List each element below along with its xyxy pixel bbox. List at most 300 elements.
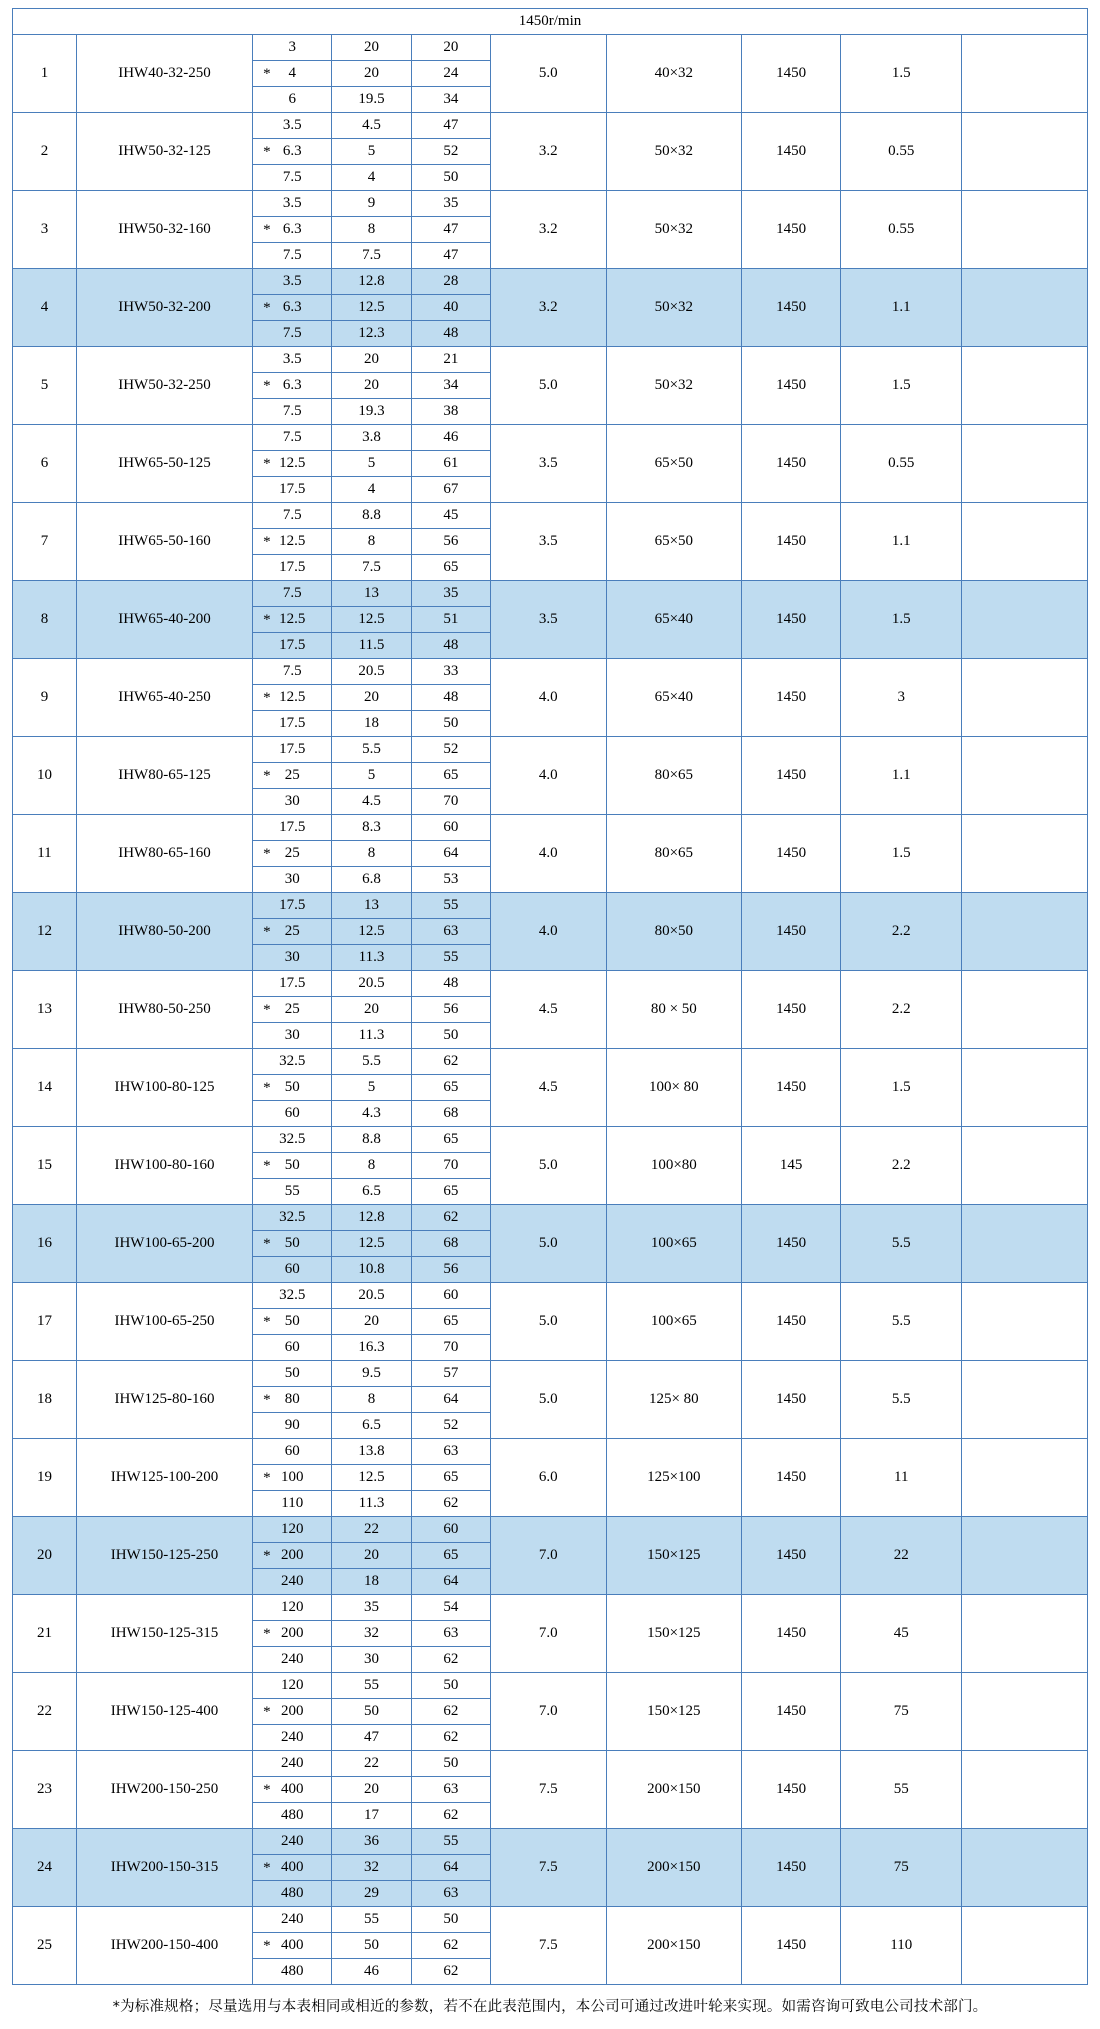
- row-index: 2: [13, 113, 77, 191]
- head-value: 13: [332, 581, 411, 607]
- flow-value: [253, 607, 332, 633]
- flow-value: [253, 1075, 332, 1101]
- pump-model: IHW200-150-250: [76, 1751, 252, 1829]
- flow-text: 17.5: [279, 740, 306, 757]
- efficiency-value: 62: [411, 1959, 490, 1985]
- efficiency-value: 60: [411, 1517, 490, 1543]
- remark-cell: [962, 581, 1088, 659]
- remark-cell: [962, 1673, 1088, 1751]
- flow-text: 17.5: [279, 974, 306, 991]
- speed-value: 1450: [742, 815, 841, 893]
- efficiency-value: 35: [411, 191, 490, 217]
- flow-text: 7.5: [282, 402, 302, 419]
- npsh-value: 4.5: [490, 971, 606, 1049]
- head-value: 8.3: [332, 815, 411, 841]
- port-size-value: 65×50: [606, 503, 741, 581]
- flow-value: [253, 1595, 332, 1621]
- flow-value: [253, 659, 332, 685]
- flow-text: 17.5: [279, 636, 306, 653]
- flow-text: 55: [284, 1182, 300, 1199]
- port-size-value: 65×50: [606, 425, 741, 503]
- motor-power-value: 1.5: [841, 815, 962, 893]
- npsh-value: 5.0: [490, 1127, 606, 1205]
- npsh-value: 3.2: [490, 269, 606, 347]
- efficiency-value: 21: [411, 347, 490, 373]
- flow-value: [253, 633, 332, 659]
- footnote-text: *为标准规格；尽量选用与本表相同或相近的参数，若不在此表范围内，本公司可通过改进叶轮来实现。如需咨询可致电公司技术部门。: [112, 1999, 988, 2015]
- efficiency-value: 63: [411, 1439, 490, 1465]
- flow-value: [253, 425, 332, 451]
- table-row: [13, 1361, 1088, 1387]
- efficiency-value: 64: [411, 1387, 490, 1413]
- flow-value: [253, 1413, 332, 1439]
- speed-value: 1450: [742, 347, 841, 425]
- row-index: 23: [13, 1751, 77, 1829]
- head-value: 19.5: [332, 87, 411, 113]
- flow-value: [253, 1153, 332, 1179]
- flow-text: 50: [284, 1364, 300, 1381]
- flow-value: [253, 867, 332, 893]
- flow-value: [253, 971, 332, 997]
- head-value: 12.5: [332, 295, 411, 321]
- table-row: [13, 1673, 1088, 1699]
- npsh-value: 7.0: [490, 1595, 606, 1673]
- efficiency-value: 35: [411, 581, 490, 607]
- head-value: 10.8: [332, 1257, 411, 1283]
- speed-value: 1450: [742, 35, 841, 113]
- npsh-value: 5.0: [490, 1361, 606, 1439]
- efficiency-value: 47: [411, 113, 490, 139]
- table-row: [13, 893, 1088, 919]
- flow-text: 17.5: [279, 558, 306, 575]
- efficiency-value: 50: [411, 165, 490, 191]
- speed-value: 1450: [742, 659, 841, 737]
- flow-text: 32.5: [279, 1286, 306, 1303]
- head-value: 4.5: [332, 789, 411, 815]
- npsh-value: 5.0: [490, 35, 606, 113]
- motor-power-value: 110: [841, 1907, 962, 1985]
- head-value: 5.5: [332, 737, 411, 763]
- row-index: 6: [13, 425, 77, 503]
- flow-text: 3: [288, 38, 296, 55]
- remark-cell: [962, 425, 1088, 503]
- row-index: 20: [13, 1517, 77, 1595]
- efficiency-value: 50: [411, 1673, 490, 1699]
- efficiency-value: 48: [411, 321, 490, 347]
- flow-value: [253, 737, 332, 763]
- flow-value: [253, 1049, 332, 1075]
- flow-text: 110: [281, 1494, 304, 1511]
- flow-text: 7.5: [282, 246, 302, 263]
- flow-text: 60: [284, 1338, 300, 1355]
- row-index: 24: [13, 1829, 77, 1907]
- remark-cell: [962, 1283, 1088, 1361]
- row-index: 9: [13, 659, 77, 737]
- head-value: 5: [332, 139, 411, 165]
- motor-power-value: 3: [841, 659, 962, 737]
- port-size-value: 50×32: [606, 347, 741, 425]
- flow-text: 50: [284, 1234, 300, 1251]
- remark-cell: [962, 1751, 1088, 1829]
- speed-value: 1450: [742, 1205, 841, 1283]
- flow-value: [253, 945, 332, 971]
- row-index: 11: [13, 815, 77, 893]
- npsh-value: 4.0: [490, 893, 606, 971]
- row-index: 16: [13, 1205, 77, 1283]
- flow-value: [253, 321, 332, 347]
- pump-model: IHW100-65-200: [76, 1205, 252, 1283]
- efficiency-value: 55: [411, 893, 490, 919]
- flow-value: [253, 1283, 332, 1309]
- flow-value: [253, 1101, 332, 1127]
- flow-text: 60: [284, 1442, 300, 1459]
- flow-text: 120: [280, 1676, 304, 1693]
- head-value: 12.5: [332, 1231, 411, 1257]
- efficiency-value: 33: [411, 659, 490, 685]
- row-index: 4: [13, 269, 77, 347]
- table-header-row: [13, 9, 1088, 35]
- head-value: 11.3: [332, 1023, 411, 1049]
- motor-power-value: 45: [841, 1595, 962, 1673]
- flow-text: 240: [280, 1728, 304, 1745]
- flow-text: 32.5: [279, 1130, 306, 1147]
- row-index: 13: [13, 971, 77, 1049]
- standard-spec-star: *: [263, 1547, 271, 1564]
- npsh-value: 7.0: [490, 1673, 606, 1751]
- port-size-value: 150×125: [606, 1595, 741, 1673]
- motor-power-value: 1.1: [841, 269, 962, 347]
- head-value: 6.5: [332, 1179, 411, 1205]
- head-value: 20: [332, 997, 411, 1023]
- flow-value: [253, 243, 332, 269]
- standard-spec-star: *: [263, 1157, 271, 1174]
- remark-cell: [962, 971, 1088, 1049]
- npsh-value: 5.0: [490, 1283, 606, 1361]
- pump-model: IHW80-65-125: [76, 737, 252, 815]
- npsh-value: 7.5: [490, 1829, 606, 1907]
- head-value: 30: [332, 1647, 411, 1673]
- flow-text: 240: [280, 1910, 304, 1927]
- speed-value: 1450: [742, 269, 841, 347]
- flow-text: 400: [280, 1936, 304, 1953]
- head-value: 36: [332, 1829, 411, 1855]
- head-value: 20: [332, 685, 411, 711]
- head-value: 8: [332, 841, 411, 867]
- flow-text: 4: [288, 64, 296, 81]
- pump-model: IHW50-32-125: [76, 113, 252, 191]
- motor-power-value: 22: [841, 1517, 962, 1595]
- standard-spec-star: *: [263, 611, 271, 628]
- efficiency-value: 65: [411, 1179, 490, 1205]
- remark-cell: [962, 113, 1088, 191]
- remark-cell: [962, 269, 1088, 347]
- efficiency-value: 28: [411, 269, 490, 295]
- remark-cell: [962, 1517, 1088, 1595]
- head-value: 20: [332, 347, 411, 373]
- flow-value: [253, 1959, 332, 1985]
- motor-power-value: 1.5: [841, 347, 962, 425]
- head-value: 18: [332, 1569, 411, 1595]
- head-value: 7.5: [332, 243, 411, 269]
- flow-text: 7.5: [282, 428, 302, 445]
- head-value: 19.3: [332, 399, 411, 425]
- efficiency-value: 65: [411, 555, 490, 581]
- head-value: 12.5: [332, 1465, 411, 1491]
- flow-value: [253, 477, 332, 503]
- standard-spec-star: *: [263, 1469, 271, 1486]
- head-value: 20: [332, 373, 411, 399]
- flow-value: [253, 1257, 332, 1283]
- speed-value: 1450: [742, 1595, 841, 1673]
- row-index: 19: [13, 1439, 77, 1517]
- table-row: [13, 191, 1088, 217]
- remark-cell: [962, 659, 1088, 737]
- table-row: [13, 1283, 1088, 1309]
- port-size-value: 150×125: [606, 1517, 741, 1595]
- port-size-value: 80×65: [606, 815, 741, 893]
- flow-text: 90: [284, 1416, 300, 1433]
- efficiency-value: 62: [411, 1049, 490, 1075]
- flow-text: 50: [284, 1156, 300, 1173]
- flow-text: 30: [284, 1026, 300, 1043]
- flow-value: [253, 1335, 332, 1361]
- flow-value: [253, 399, 332, 425]
- flow-text: 25: [284, 922, 300, 939]
- pump-model: IHW150-125-315: [76, 1595, 252, 1673]
- flow-text: 25: [284, 1000, 300, 1017]
- head-value: 50: [332, 1699, 411, 1725]
- table-row: [13, 1127, 1088, 1153]
- port-size-value: 200×150: [606, 1829, 741, 1907]
- pump-model: IHW150-125-400: [76, 1673, 252, 1751]
- efficiency-value: 56: [411, 997, 490, 1023]
- flow-value: [253, 1647, 332, 1673]
- npsh-value: 7.5: [490, 1751, 606, 1829]
- flow-value: [253, 1725, 332, 1751]
- remark-cell: [962, 1361, 1088, 1439]
- head-value: 50: [332, 1933, 411, 1959]
- pump-model: IHW100-80-160: [76, 1127, 252, 1205]
- remark-cell: [962, 1595, 1088, 1673]
- speed-value: 1450: [742, 113, 841, 191]
- pump-specification-table: [12, 8, 1088, 1985]
- speed-value: 1450: [742, 737, 841, 815]
- standard-spec-star: *: [263, 377, 271, 394]
- standard-spec-star: *: [263, 1937, 271, 1954]
- flow-text: 6.3: [282, 298, 302, 315]
- remark-cell: [962, 347, 1088, 425]
- row-index: 15: [13, 1127, 77, 1205]
- flow-value: [253, 1673, 332, 1699]
- flow-value: [253, 529, 332, 555]
- efficiency-value: 70: [411, 1153, 490, 1179]
- head-value: 9: [332, 191, 411, 217]
- speed-value: 1450: [742, 503, 841, 581]
- flow-text: 240: [280, 1754, 304, 1771]
- flow-value: [253, 555, 332, 581]
- flow-text: 17.5: [279, 714, 306, 731]
- port-size-value: 200×150: [606, 1751, 741, 1829]
- flow-text: 50: [284, 1312, 300, 1329]
- efficiency-value: 62: [411, 1491, 490, 1517]
- head-value: 29: [332, 1881, 411, 1907]
- remark-cell: [962, 1049, 1088, 1127]
- pump-model: IHW125-100-200: [76, 1439, 252, 1517]
- efficiency-value: 56: [411, 529, 490, 555]
- port-size-value: 65×40: [606, 581, 741, 659]
- flow-text: 30: [284, 792, 300, 809]
- efficiency-value: 50: [411, 1751, 490, 1777]
- head-value: 22: [332, 1517, 411, 1543]
- head-value: 12.8: [332, 1205, 411, 1231]
- flow-value: [253, 217, 332, 243]
- remark-cell: [962, 1907, 1088, 1985]
- speed-value: 1450: [742, 1751, 841, 1829]
- pump-model: IHW65-40-200: [76, 581, 252, 659]
- head-value: 4: [332, 165, 411, 191]
- head-value: 3.8: [332, 425, 411, 451]
- head-value: 12.5: [332, 607, 411, 633]
- flow-text: 480: [280, 1962, 304, 1979]
- flow-value: [253, 919, 332, 945]
- efficiency-value: 45: [411, 503, 490, 529]
- flow-value: [253, 347, 332, 373]
- efficiency-value: 65: [411, 1075, 490, 1101]
- motor-power-value: 55: [841, 1751, 962, 1829]
- flow-value: [253, 139, 332, 165]
- head-value: 8: [332, 529, 411, 555]
- port-size-value: 65×40: [606, 659, 741, 737]
- port-size-value: 125× 80: [606, 1361, 741, 1439]
- table-row: [13, 269, 1088, 295]
- row-index: 1: [13, 35, 77, 113]
- efficiency-value: 47: [411, 243, 490, 269]
- npsh-value: 3.5: [490, 581, 606, 659]
- efficiency-value: 20: [411, 35, 490, 61]
- efficiency-value: 50: [411, 1907, 490, 1933]
- head-value: 8.8: [332, 1127, 411, 1153]
- flow-value: [253, 269, 332, 295]
- head-value: 20.5: [332, 971, 411, 997]
- efficiency-value: 64: [411, 1855, 490, 1881]
- efficiency-value: 55: [411, 1829, 490, 1855]
- speed-value: 1450: [742, 893, 841, 971]
- efficiency-value: 51: [411, 607, 490, 633]
- speed-value: 145: [742, 1127, 841, 1205]
- head-value: 6.5: [332, 1413, 411, 1439]
- efficiency-value: 48: [411, 685, 490, 711]
- efficiency-value: 63: [411, 1777, 490, 1803]
- flow-value: [253, 1309, 332, 1335]
- flow-text: 120: [280, 1520, 304, 1537]
- flow-value: [253, 893, 332, 919]
- motor-power-value: 5.5: [841, 1283, 962, 1361]
- flow-text: 240: [280, 1650, 304, 1667]
- motor-power-value: 1.5: [841, 581, 962, 659]
- table-row: [13, 659, 1088, 685]
- npsh-value: 7.5: [490, 1907, 606, 1985]
- npsh-value: 4.0: [490, 659, 606, 737]
- head-value: 5: [332, 763, 411, 789]
- table-body: [13, 9, 1088, 1985]
- speed-value: 1450: [742, 1829, 841, 1907]
- flow-text: 32.5: [279, 1052, 306, 1069]
- table-row: [13, 1907, 1088, 1933]
- flow-text: 30: [284, 948, 300, 965]
- efficiency-value: 62: [411, 1725, 490, 1751]
- flow-text: 7.5: [282, 168, 302, 185]
- port-size-value: 100×65: [606, 1205, 741, 1283]
- standard-spec-star: *: [263, 923, 271, 940]
- table-row: [13, 1829, 1088, 1855]
- standard-spec-star: *: [263, 1391, 271, 1408]
- motor-power-value: 1.5: [841, 1049, 962, 1127]
- table-row: [13, 503, 1088, 529]
- pump-model: IHW200-150-315: [76, 1829, 252, 1907]
- head-value: 55: [332, 1907, 411, 1933]
- flow-value: [253, 35, 332, 61]
- port-size-value: 80 × 50: [606, 971, 741, 1049]
- pump-model: IHW150-125-250: [76, 1517, 252, 1595]
- efficiency-value: 65: [411, 1543, 490, 1569]
- flow-text: 3.5: [282, 272, 302, 289]
- flow-text: 30: [284, 870, 300, 887]
- standard-spec-star: *: [263, 1703, 271, 1720]
- motor-power-value: 75: [841, 1673, 962, 1751]
- pump-model: IHW100-65-250: [76, 1283, 252, 1361]
- pump-model: IHW40-32-250: [76, 35, 252, 113]
- flow-text: 7.5: [282, 584, 302, 601]
- port-size-value: 40×32: [606, 35, 741, 113]
- flow-text: 3.5: [282, 350, 302, 367]
- npsh-value: 3.5: [490, 425, 606, 503]
- pump-model: IHW50-32-200: [76, 269, 252, 347]
- npsh-value: 6.0: [490, 1439, 606, 1517]
- head-value: 55: [332, 1673, 411, 1699]
- flow-text: 7.5: [282, 324, 302, 341]
- flow-value: [253, 685, 332, 711]
- port-size-value: 50×32: [606, 269, 741, 347]
- port-size-value: 100× 80: [606, 1049, 741, 1127]
- flow-value: [253, 1621, 332, 1647]
- head-value: 11.3: [332, 945, 411, 971]
- speed-value: 1450: [742, 1439, 841, 1517]
- flow-value: [253, 373, 332, 399]
- motor-power-value: 11: [841, 1439, 962, 1517]
- efficiency-value: 70: [411, 1335, 490, 1361]
- speed-value: 1450: [742, 1283, 841, 1361]
- flow-text: 32.5: [279, 1208, 306, 1225]
- head-value: 4.3: [332, 1101, 411, 1127]
- flow-text: 400: [280, 1780, 304, 1797]
- flow-text: 80: [284, 1390, 300, 1407]
- flow-text: 12.5: [279, 688, 306, 705]
- speed-title: 1450r/min: [13, 9, 1088, 35]
- flow-value: [253, 1777, 332, 1803]
- flow-value: [253, 113, 332, 139]
- efficiency-value: 53: [411, 867, 490, 893]
- head-value: 12.8: [332, 269, 411, 295]
- efficiency-value: 64: [411, 841, 490, 867]
- row-index: 25: [13, 1907, 77, 1985]
- speed-value: 1450: [742, 971, 841, 1049]
- npsh-value: 4.5: [490, 1049, 606, 1127]
- flow-text: 480: [280, 1884, 304, 1901]
- flow-value: [253, 1569, 332, 1595]
- npsh-value: 5.0: [490, 347, 606, 425]
- motor-power-value: 5.5: [841, 1361, 962, 1439]
- npsh-value: 7.0: [490, 1517, 606, 1595]
